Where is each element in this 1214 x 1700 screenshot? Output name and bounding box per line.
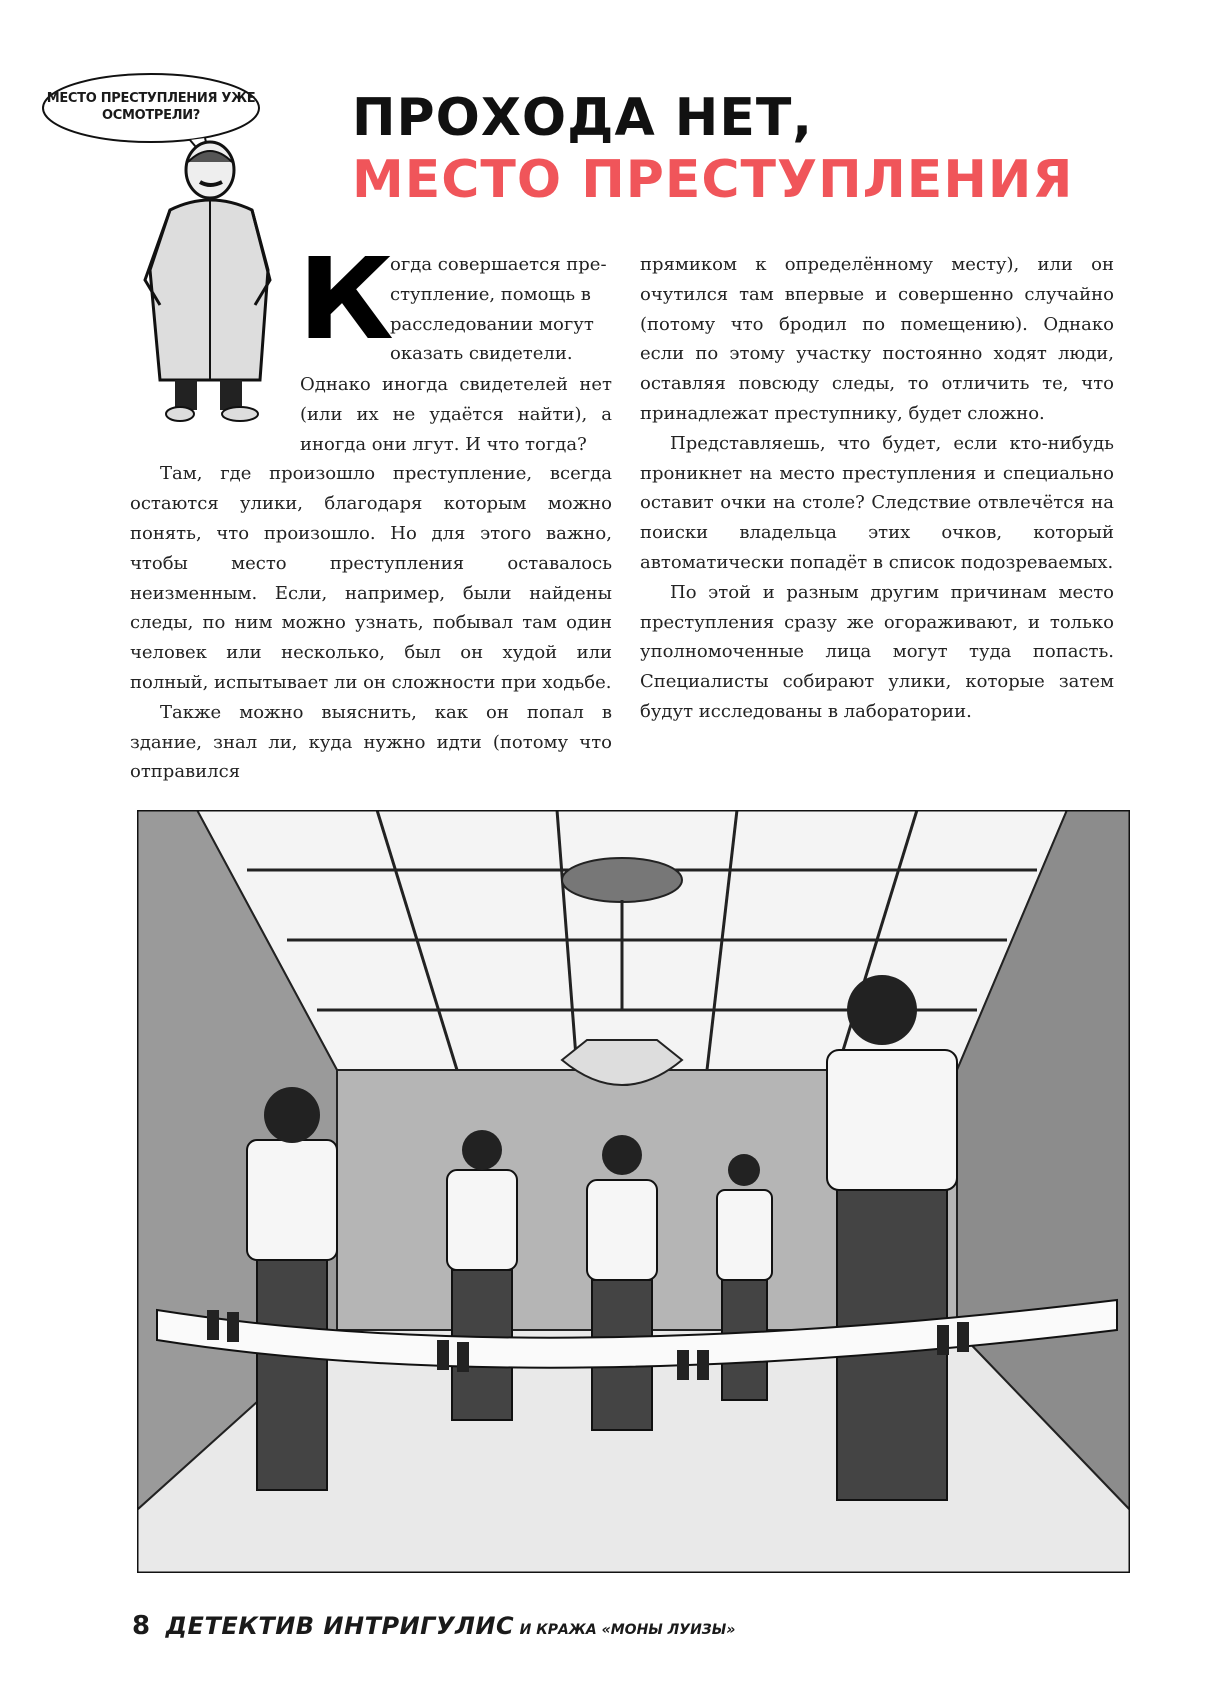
- speech-bubble-text: МЕСТО ПРЕСТУПЛЕНИЯ УЖЕ ОСМОТРЕЛИ?: [46, 91, 256, 123]
- column-2: [640, 250, 1114, 727]
- page-footer: [132, 1611, 735, 1641]
- paragraph-5: По этой и разным другим причинам место преступления сразу же огораживают, и только уполномоченные лица могут туда попасть. Специалисты собирают улики, которые затем будут исследованы в лаборатории.: [640, 581, 1114, 722]
- paragraph-4: Представляешь, что будет, если кто-нибудь проникнет на место преступления и специально оставит очки на столе? Следствие отвлечётся на поиски владельца этих очков, который автоматически попадёт в список подозреваемых.: [640, 432, 1114, 573]
- crime-scene-illustration: [137, 810, 1130, 1573]
- paragraph-3-part2: прямиком к определённому месту), или он очутился там впервые и совершенно случайно (потому что бродил по помещению). Однако если по этому участку постоянно ходят люди, оставляя повсюду следы, то отличить те, что принадлежат преступнику, будет сложно.: [640, 254, 1114, 424]
- page-title-line2: МЕСТО ПРЕСТУПЛЕНИЯ: [352, 150, 1074, 210]
- page-title-line1: ПРОХОДА НЕТ,: [352, 88, 814, 148]
- page-number: 8: [132, 1611, 151, 1641]
- paragraph-2: Там, где произошло преступление, всегда остаются улики, благодаря которым можно понять, что произошло. Но для этого важно, чтобы место преступления оставалось неизменным. Если, например, были найдены следы, по ним можно узнать, побывал там один человек или несколько, был он худой или полный, испытывает ли он сложности при ходьбе.: [130, 463, 612, 693]
- series-title: ДЕТЕКТИВ ИНТРИГУЛИС: [165, 1612, 515, 1640]
- paragraph-1-start: огда совершается преступление, помощь в расследовании могут оказать свидетели.: [390, 254, 607, 365]
- drop-cap: К: [297, 235, 394, 365]
- column-1: [130, 370, 612, 787]
- column-1-intro: [390, 250, 612, 369]
- paragraph-3-part1: Также можно выяснить, как он попал в здание, знал ли, куда нужно идти (потому что отправился: [130, 701, 612, 783]
- paragraph-1-rest: Однако иногда свидетелей нет (или их не удаётся найти), а иногда они лгут. И что тогда?: [300, 374, 612, 455]
- series-subtitle: И КРАЖА «МОНЫ ЛУИЗЫ»: [519, 1622, 736, 1638]
